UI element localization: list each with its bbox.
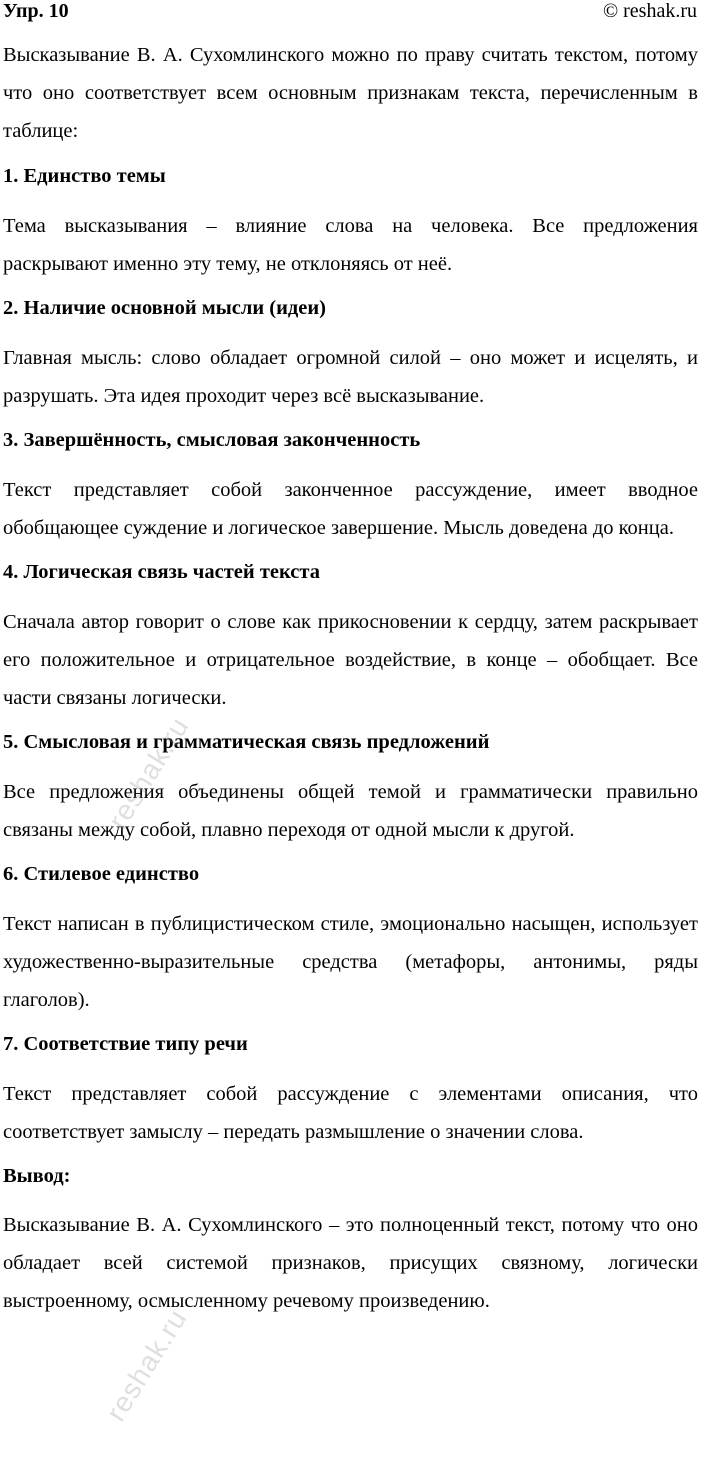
section-heading-3: 3. Завершённость, смысловая законченность <box>3 429 421 451</box>
section-heading-7: 7. Соответствие типу речи <box>3 1033 248 1055</box>
section-heading-6: 6. Стилевое единство <box>3 863 200 885</box>
section-body-2: Главная мысль: слово обладает огромной силой – оно может и исцелять, и разрушать. Эта идея проходит через всё высказывание. <box>3 347 698 407</box>
section-body-7: Текст представляет собой рассуждение с элементами описания, что соответствует замыслу – передать размышление о значении слова. <box>3 1083 698 1143</box>
section-body-1: Тема высказывания – влияние слова на человека. Все предложения раскрывают именно эту тему, не отклоняясь от неё. <box>3 215 698 275</box>
section-body-4: Сначала автор говорит о слове как прикосновении к сердцу, затем раскрывает его положительное и отрицательное воздействие, в конце – обобщает. Все части связаны логически. <box>3 611 698 709</box>
intro-paragraph: Высказывание В. А. Сухомлинского можно по праву считать текстом, потому что оно соответствует всем основным признакам текста, перечисленным в таблице: <box>3 44 698 142</box>
page-header <box>0 0 701 24</box>
watermark-2: reshak.ru <box>100 1303 193 1427</box>
conclusion-heading: Вывод: <box>3 1165 71 1187</box>
section-body-3: Текст представляет собой законченное рассуждение, имеет вводное обобщающее суждение и логическое завершение. Мысль доведена до конца. <box>3 479 698 539</box>
document-body <box>3 36 698 1320</box>
watermark-1: reshak.ru <box>102 711 195 835</box>
section-body-6: Текст написан в публицистическом стиле, эмоционально насыщен, использует художественно-выразительные средства (метафоры, антонимы, ряды глаголов). <box>3 913 698 1011</box>
section-heading-5: 5. Смысловая и грамматическая связь предложений <box>3 731 490 753</box>
section-heading-2: 2. Наличие основной мысли (идеи) <box>3 297 327 319</box>
section-heading-1: 1. Единство темы <box>3 165 166 187</box>
exercise-title: Упр. 10 <box>3 0 69 22</box>
section-body-5: Все предложения объединены общей темой и грамматически правильно связаны между собой, плавно переходя от одной мысли к другой. <box>3 781 698 841</box>
conclusion-body: Высказывание В. А. Сухомлинского – это полноценный текст, потому что оно обладает всей системой признаков, присущих связному, логически выстроенному, осмысленному речевому произведению. <box>3 1214 698 1312</box>
source-label: © reshak.ru <box>602 0 697 22</box>
section-heading-4: 4. Логическая связь частей текста <box>3 561 320 583</box>
